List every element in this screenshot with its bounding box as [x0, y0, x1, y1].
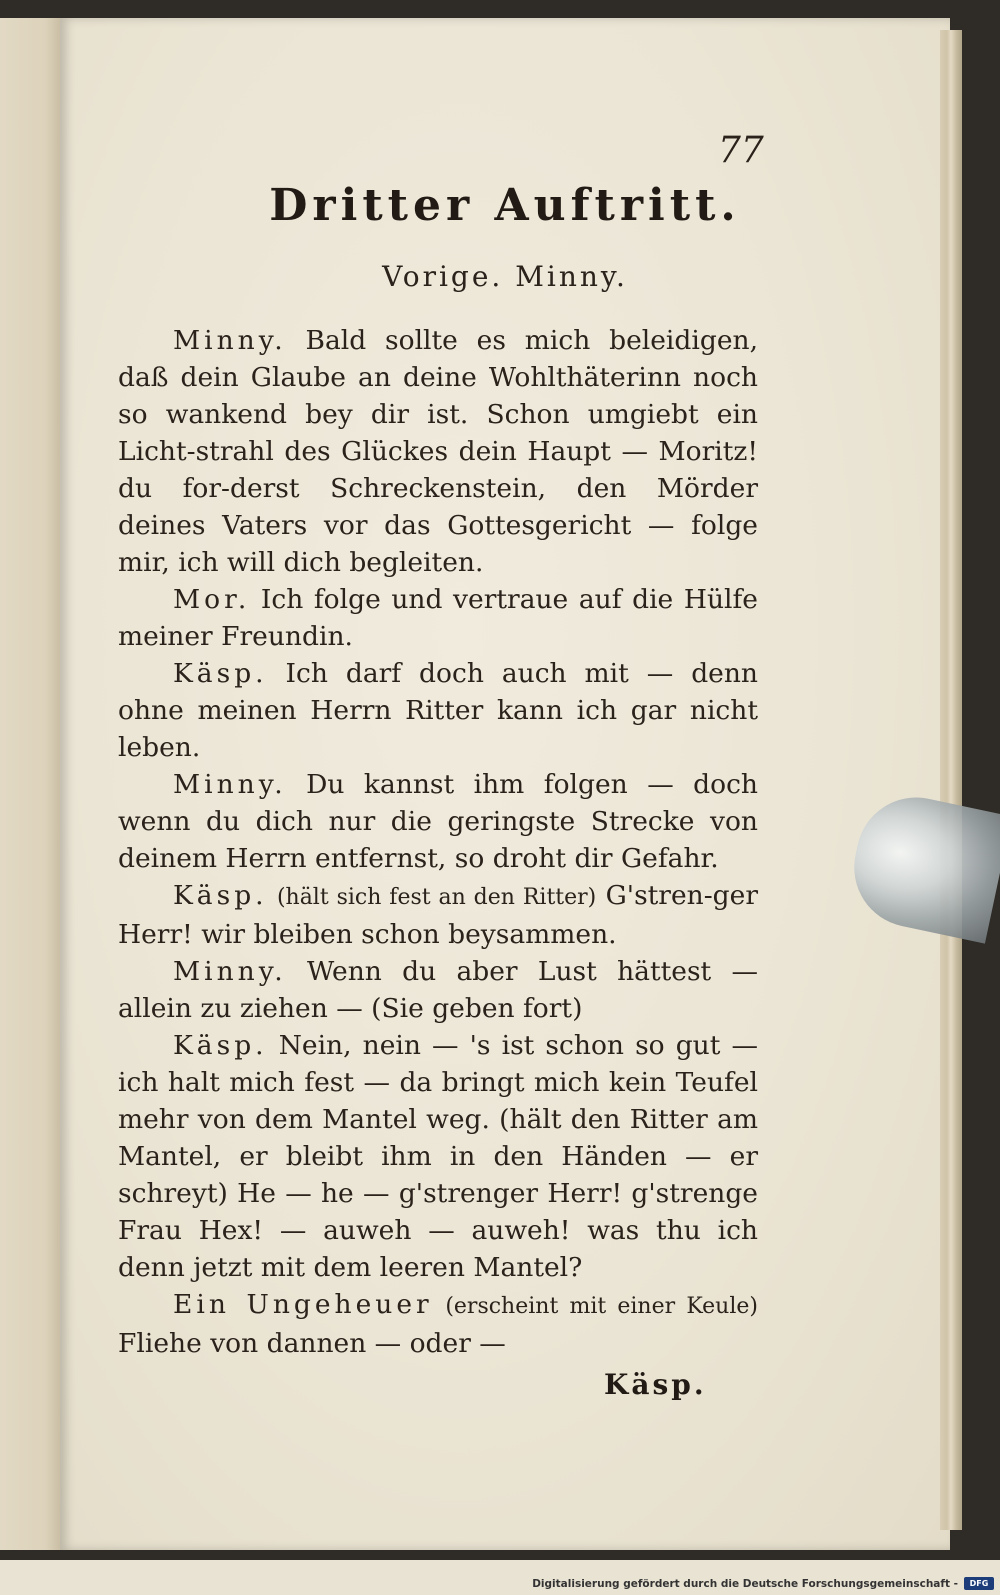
speech-text: G'stren-ger Herr! wir bleiben schon beysammen.: [118, 880, 758, 950]
speech-text: Ich folge und vertraue auf die Hülfe meiner Freundin.: [118, 584, 758, 652]
speaker-name: Mor.: [173, 584, 251, 615]
speaker-name: Minny.: [173, 956, 287, 987]
digitization-credit: Digitalisierung gefördert durch die Deutsche Forschungsgemeinschaft -: [532, 1578, 958, 1590]
page-stack-edge: [940, 30, 962, 1530]
dialogue-paragraph: [118, 766, 758, 877]
dialogue-paragraph: [118, 877, 758, 953]
dialogue-paragraph: [118, 953, 758, 1027]
dialogue-text: [118, 322, 758, 1362]
dfg-logo: DFG: [964, 1577, 994, 1590]
previous-page-edge: [0, 18, 64, 1550]
speaker-name: Käsp.: [173, 1030, 268, 1061]
speech-text: Du kannst ihm folgen — doch wenn du dich nur die geringste Strecke von deinem Herrn entfernst, so droht dir Gefahr.: [118, 769, 758, 874]
scene-persons: Vorige. Minny.: [382, 260, 628, 293]
speaker-name: Käsp.: [173, 658, 268, 689]
dialogue-paragraph: [118, 1286, 758, 1362]
dialogue-paragraph: [118, 322, 758, 581]
speech-text: Ich darf doch auch mit — denn ohne meinen Herrn Ritter kann ich gar nicht leben.: [118, 658, 758, 763]
page-number: 77: [718, 130, 764, 171]
speaker-name: Ein Ungeheuer: [173, 1289, 433, 1320]
speaker-name: Minny.: [173, 769, 287, 800]
speaker-name: Minny.: [173, 325, 287, 356]
stage-direction: (hält sich fest an den Ritter): [276, 885, 597, 910]
speaker-name: Käsp.: [173, 880, 268, 911]
dialogue-paragraph: [118, 581, 758, 655]
stage-direction: (erscheint mit einer Keule): [445, 1294, 758, 1319]
dialogue-paragraph: [118, 655, 758, 766]
scene-title: Dritter Auftritt.: [269, 180, 741, 231]
speech-text: Bald sollte es mich beleidigen, daß dein Glaube an deine Wohlthäterinn noch so wankend bey dir ist. Schon umgiebt ein Licht-strahl des Glückes dein Haupt — Moritz! du for-derst Schreckenstein, den Mörder deines Vaters vor das Gottesgericht — folge mir, ich will dich begleiten.: [118, 325, 758, 578]
speech-text: Fliehe von dannen — oder —: [118, 1328, 506, 1359]
speech-text: Nein, nein — 's ist schon so gut — ich halt mich fest — da bringt mich kein Teufel mehr von dem Mantel weg. (hält den Ritter am Mantel, er bleibt ihm in den Händen — er schreyt) He — he — g'strenger Herr! g'strenge Frau Hex! — auweh — auweh! was thu ich denn jetzt mit dem leeren Mantel?: [118, 1030, 758, 1283]
dialogue-paragraph: [118, 1027, 758, 1286]
catchword: Käsp.: [604, 1368, 707, 1401]
speech-text: Wenn du aber Lust hättest — allein zu ziehen — (Sie geben fort): [118, 956, 758, 1024]
